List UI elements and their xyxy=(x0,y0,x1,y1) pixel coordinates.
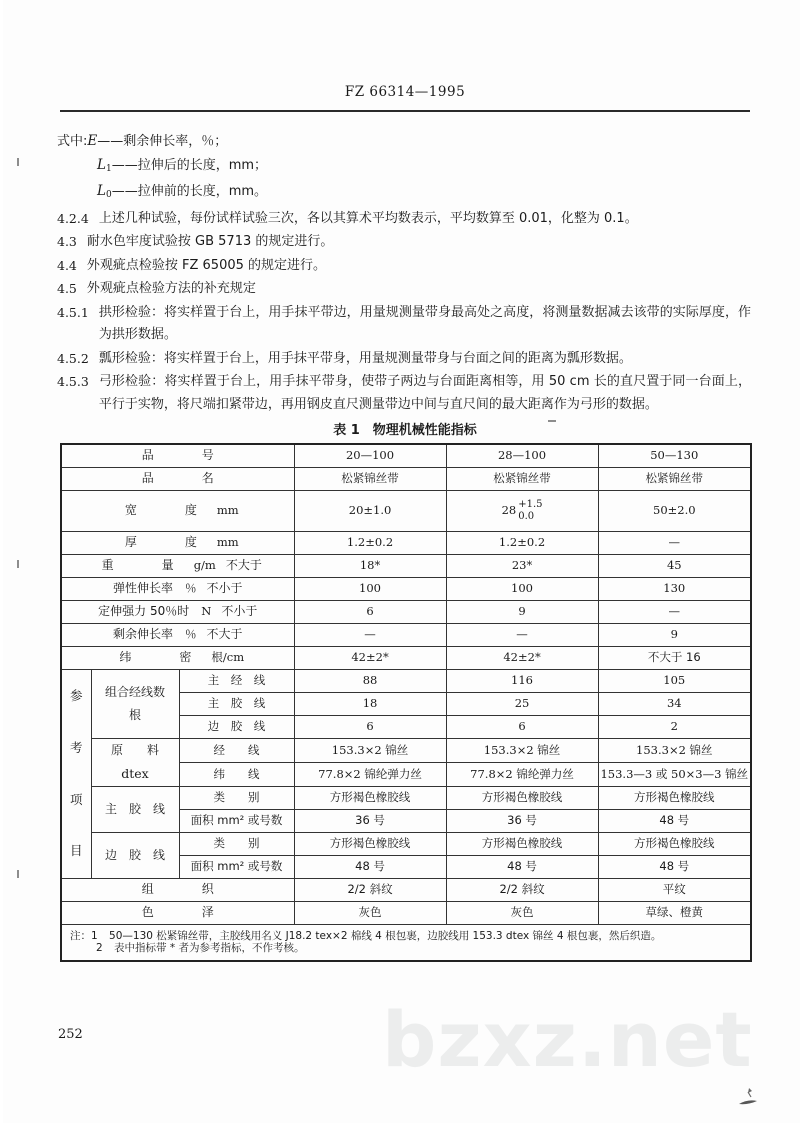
clause-number: 4.4 xyxy=(57,257,77,273)
row-label-text: 厚 度 xyxy=(124,535,205,550)
table-row-pinming xyxy=(61,468,751,491)
cell-residual-c2: — xyxy=(446,624,598,647)
table-row-notes xyxy=(61,924,751,961)
row-label-color xyxy=(61,901,294,924)
cell-warp-yarn-c3: 153.3×2 锦丝 xyxy=(598,739,751,763)
sub-label-edge-rubber-area: 面积 mm² 或号数 xyxy=(179,855,294,878)
page-header: FZ 66314—1995 xyxy=(344,84,466,100)
cell-width-c1: 20±1.0 xyxy=(294,491,446,532)
cell-thickness-c3: — xyxy=(598,532,751,555)
clause-text: 瓢形检验：将实样置于台上，用手抹平带身，用量规测量带身与台面之间的距离为瓢形数据。 xyxy=(98,350,632,366)
cell-main-rubber-c3: 34 xyxy=(598,693,751,716)
cell-main-rubber-c1: 18 xyxy=(294,693,446,716)
row-label-text: 弹性伸长率 xyxy=(113,581,174,596)
row-unit: mm xyxy=(216,503,239,518)
table-row-residual xyxy=(61,624,751,647)
cell-main-rubber-area-c1: 36 号 xyxy=(294,809,446,832)
clause-text: 弓形检验：将实样置于台上，用手抹平带身，使带子两边与台面距离相等，用 50 cm 长的直尺置于同一台面上，平行于实物，将尺端扣紧带边，再用钢皮直尺测量带边中间与直尺间的最大距离作为弓形的数据。 xyxy=(98,374,751,412)
row-unit: ％ xyxy=(185,627,197,642)
note-2-text: 表中指标带 * 者为参考指标，不作考核。 xyxy=(114,941,305,954)
group-label-text: 组合经线数 xyxy=(104,685,165,700)
cell-color-c2: 灰色 xyxy=(446,901,598,924)
cell-weight-c3: 45 xyxy=(598,555,751,578)
cell-pinhao-c1: 20—100 xyxy=(294,444,446,468)
group-label-unit: dtex xyxy=(121,765,149,781)
cell-weft-yarn-c2: 77.8×2 锦纶弹力丝 xyxy=(446,762,598,786)
note-prefix: 注：1 xyxy=(70,929,98,942)
side-label-char: 目 xyxy=(69,843,83,859)
sub-label-main-rubber-area: 面积 mm² 或号数 xyxy=(179,809,294,832)
clause-text: 拱形检验：将实样置于台上，用手抹平带边，用量规测量带身最高处之高度，将测量数据减去该带的实际厚度，作为拱形数据。 xyxy=(98,304,751,342)
cell-weave-c2: 2/2 斜纹 xyxy=(446,878,598,901)
body-text xyxy=(57,130,751,416)
cell-residual-c3: 9 xyxy=(598,624,751,647)
row-label-text: 定伸强力 50％时 xyxy=(98,604,190,619)
note-1-text: 50—130 松紧锦丝带，主胶线用名义 J18.2 tex×2 棉线 4 根包裹，边胶线用 153.3 dtex 锦丝 4 根包裹，然后织造。 xyxy=(109,929,662,942)
cell-main-rubber-type-c3: 方形褐色橡胶线 xyxy=(598,786,751,809)
table-row-width xyxy=(61,491,751,532)
clause-text: 外观疵点检验按 FZ 65005 的规定进行。 xyxy=(86,257,327,273)
table-row-weave xyxy=(61,878,751,901)
clause-4-5-2 xyxy=(57,348,751,371)
cell-thickness-c1: 1.2±0.2 xyxy=(294,532,446,555)
row-qualifier: 不大于 xyxy=(206,627,243,642)
cell-pinming-c2: 松紧锦丝带 xyxy=(446,468,598,491)
watermark: bzxz.net xyxy=(382,995,753,1084)
cell-strength-c3: — xyxy=(598,601,751,624)
row-label-thickness xyxy=(61,532,294,555)
sub-label-main-rubber: 主 胶 线 xyxy=(179,693,294,716)
cell-main-rubber-c2: 25 xyxy=(446,693,598,716)
clause-number: 4.5.1 xyxy=(57,304,89,320)
cell-elasticity-c1: 100 xyxy=(294,578,446,601)
cell-color-c3: 草绿、橙黄 xyxy=(598,901,751,924)
scan-edge-tick-left-2 xyxy=(17,560,19,568)
cell-weft-density-c1: 42±2* xyxy=(294,647,446,670)
side-label-reference-items xyxy=(61,670,91,879)
group-label-unit: 根 xyxy=(128,708,141,722)
row-label-width xyxy=(61,491,294,532)
group-label-raw-material xyxy=(91,739,179,787)
clause-4-4 xyxy=(57,255,751,278)
sub-label-edge-rubber: 边 胶 线 xyxy=(179,716,294,739)
table-row-main-warp xyxy=(61,670,751,693)
clause-4-5-3 xyxy=(57,371,751,416)
cell-weight-c2: 23* xyxy=(446,555,598,578)
cell-edge-rubber-area-c2: 48 号 xyxy=(446,855,598,878)
row-label-weft-density xyxy=(61,647,294,670)
sub-label-warp-yarn: 经 线 xyxy=(179,739,294,763)
sub-label-weft-yarn: 纬 线 xyxy=(179,762,294,786)
cell-weft-yarn-c1: 77.8×2 锦纶弹力丝 xyxy=(294,762,446,786)
scan-edge-tick-left-3 xyxy=(17,870,19,878)
cell-edge-rubber-c1: 6 xyxy=(294,716,446,739)
cell-color-c1: 灰色 xyxy=(294,901,446,924)
cell-elasticity-c2: 100 xyxy=(446,578,598,601)
row-label-weight xyxy=(61,555,294,578)
note-line-2 xyxy=(70,942,744,954)
tolerance-upper: +1.5 xyxy=(518,499,543,510)
clause-text: 外观疵点检验方法的补充规定 xyxy=(86,281,256,296)
cell-main-rubber-type-c1: 方形褐色橡胶线 xyxy=(294,786,446,809)
cell-thickness-c2: 1.2±0.2 xyxy=(446,532,598,555)
row-unit: N xyxy=(201,604,212,619)
group-label-text: 主 胶 线 xyxy=(104,801,165,816)
group-label-warp-count xyxy=(91,670,179,739)
cell-residual-c1: — xyxy=(294,624,446,647)
clause-text: 耐水色牢度试验按 GB 5713 的规定进行。 xyxy=(86,234,334,249)
where-line-1 xyxy=(57,130,751,154)
where-text-2: ——拉伸后的长度，mm； xyxy=(111,157,268,173)
cell-edge-rubber-type-c1: 方形褐色橡胶线 xyxy=(294,832,446,855)
row-label-text: 品 号 xyxy=(141,448,222,463)
where-prefix: 式中: xyxy=(57,134,88,149)
cell-edge-rubber-type-c2: 方形褐色橡胶线 xyxy=(446,832,598,855)
clause-4-5 xyxy=(57,278,751,301)
cell-edge-rubber-area-c3: 48 号 xyxy=(598,855,751,878)
where-line-3 xyxy=(57,180,751,207)
clause-number: 4.5.2 xyxy=(57,350,89,366)
page-number: 252 xyxy=(58,1027,83,1042)
row-label-text: 色 泽 xyxy=(141,904,222,919)
clause-4-3 xyxy=(57,231,751,254)
cell-width-c3: 50±2.0 xyxy=(598,491,751,532)
cell-elasticity-c3: 130 xyxy=(598,578,751,601)
table-row-strength xyxy=(61,601,751,624)
group-label-text: 边 胶 线 xyxy=(104,847,165,862)
clause-number: 4.3 xyxy=(57,234,77,249)
side-label-char: 项 xyxy=(69,791,83,807)
symbol-L1: $L_1$ xyxy=(97,156,112,174)
clause-4-5-1 xyxy=(57,302,751,347)
row-unit: 根/cm xyxy=(211,650,245,665)
table-row-edge-rubber-type xyxy=(61,832,751,855)
where-line-2 xyxy=(57,154,751,181)
table-row-weft-density xyxy=(61,647,751,670)
table-row-main-rubber-type xyxy=(61,786,751,809)
clause-number: 4.2.4 xyxy=(57,210,89,226)
cell-pinming-c1: 松紧锦丝带 xyxy=(294,468,446,491)
cell-warp-yarn-c1: 153.3×2 锦丝 xyxy=(294,739,446,763)
table-row-weight xyxy=(61,555,751,578)
cell-edge-rubber-c3: 2 xyxy=(598,716,751,739)
where-text-1: ——剩余伸长率，％； xyxy=(97,134,228,149)
scan-ink-mark-icon xyxy=(735,1085,765,1111)
row-unit: ％ xyxy=(185,581,197,596)
cell-weave-c3: 平纹 xyxy=(598,878,751,901)
sub-label-edge-rubber-type: 类 别 xyxy=(179,832,294,855)
side-label-char: 考 xyxy=(69,739,83,755)
clause-4-2-4 xyxy=(57,208,751,231)
row-label-pinming xyxy=(61,468,294,491)
cell-main-warp-c3: 105 xyxy=(598,670,751,693)
cell-main-rubber-type-c2: 方形褐色橡胶线 xyxy=(446,786,598,809)
table-row-pinhao xyxy=(61,444,751,468)
cell-pinming-c3: 松紧锦丝带 xyxy=(598,468,751,491)
row-qualifier: 不大于 xyxy=(225,558,262,573)
row-qualifier: 不小于 xyxy=(206,581,243,596)
group-label-main-rubber-line xyxy=(91,786,179,832)
row-label-text: 剩余伸长率 xyxy=(113,627,174,642)
cell-pinhao-c2: 28—100 xyxy=(446,444,598,468)
clause-number: 4.5.3 xyxy=(57,374,89,389)
cell-width-c2 xyxy=(446,491,598,532)
cell-main-rubber-area-c2: 36 号 xyxy=(446,809,598,832)
tolerance-value: 28 +1.5 0.0 xyxy=(501,499,543,522)
cell-weave-c1: 2/2 斜纹 xyxy=(294,878,446,901)
side-label-stack xyxy=(62,670,91,878)
row-label-text: 组 织 xyxy=(141,881,222,896)
scan-edge-tick xyxy=(0,0,3,1123)
table-caption: 表 1 物理机械性能指标 xyxy=(333,423,477,438)
table-notes xyxy=(61,924,751,961)
row-label-weave xyxy=(61,878,294,901)
row-qualifier: 不小于 xyxy=(221,604,258,619)
group-label-text: 原 料 xyxy=(110,743,159,757)
row-unit: mm xyxy=(216,535,239,550)
table-row-warp-yarn xyxy=(61,739,751,763)
tolerance-lower: 0.0 xyxy=(518,511,535,522)
cell-edge-rubber-area-c1: 48 号 xyxy=(294,855,446,878)
cell-strength-c2: 9 xyxy=(446,601,598,624)
row-label-text: 纬 密 xyxy=(119,650,200,665)
symbol-E: E xyxy=(87,133,98,149)
row-label-text: 重 量 xyxy=(101,558,182,573)
spec-table xyxy=(60,443,752,962)
note-2-number: 2 xyxy=(96,941,103,954)
cell-weft-yarn-c3: 153.3—3 或 50×3—3 锦丝 xyxy=(598,762,751,786)
cell-main-warp-c1: 88 xyxy=(294,670,446,693)
row-label-text: 品 名 xyxy=(141,471,222,486)
table-row-elasticity xyxy=(61,578,751,601)
side-label-char: 参 xyxy=(69,687,83,703)
where-text-3: ——拉伸前的长度，mm。 xyxy=(111,184,268,199)
cell-weight-c1: 18* xyxy=(294,555,446,578)
row-label-residual xyxy=(61,624,294,647)
row-label-strength xyxy=(61,601,294,624)
symbol-L0: $L_0$ xyxy=(97,183,112,200)
group-label-edge-rubber-line xyxy=(91,832,179,878)
sub-label-main-warp: 主 经 线 xyxy=(179,670,294,693)
cell-strength-c1: 6 xyxy=(294,601,446,624)
cell-edge-rubber-c2: 6 xyxy=(446,716,598,739)
cell-weft-density-c3: 不大于 16 xyxy=(598,647,751,670)
sub-label-main-rubber-type: 类 别 xyxy=(179,786,294,809)
cell-main-warp-c2: 116 xyxy=(446,670,598,693)
header-rule xyxy=(60,110,750,112)
row-label-elasticity xyxy=(61,578,294,601)
row-label-pinhao xyxy=(61,444,294,468)
row-unit: g/m xyxy=(193,558,216,573)
cell-weft-density-c2: 42±2* xyxy=(446,647,598,670)
clause-number: 4.5 xyxy=(57,281,77,296)
note-line-1 xyxy=(70,930,744,942)
table-row-thickness xyxy=(61,532,751,555)
row-label-text: 宽 度 xyxy=(124,503,205,518)
table-row-color xyxy=(61,901,751,924)
cell-main-rubber-area-c3: 48 号 xyxy=(598,809,751,832)
cell-pinhao-c3: 50—130 xyxy=(598,444,751,468)
cell-edge-rubber-type-c3: 方形褐色橡胶线 xyxy=(598,832,751,855)
scan-edge-tick-left-1 xyxy=(17,158,19,166)
cell-warp-yarn-c2: 153.3×2 锦丝 xyxy=(446,739,598,763)
clause-text: 上述几种试验，每份试样试验三次，各以其算术平均数表示，平均数算至 0.01，化整为 0.1。 xyxy=(98,210,638,226)
